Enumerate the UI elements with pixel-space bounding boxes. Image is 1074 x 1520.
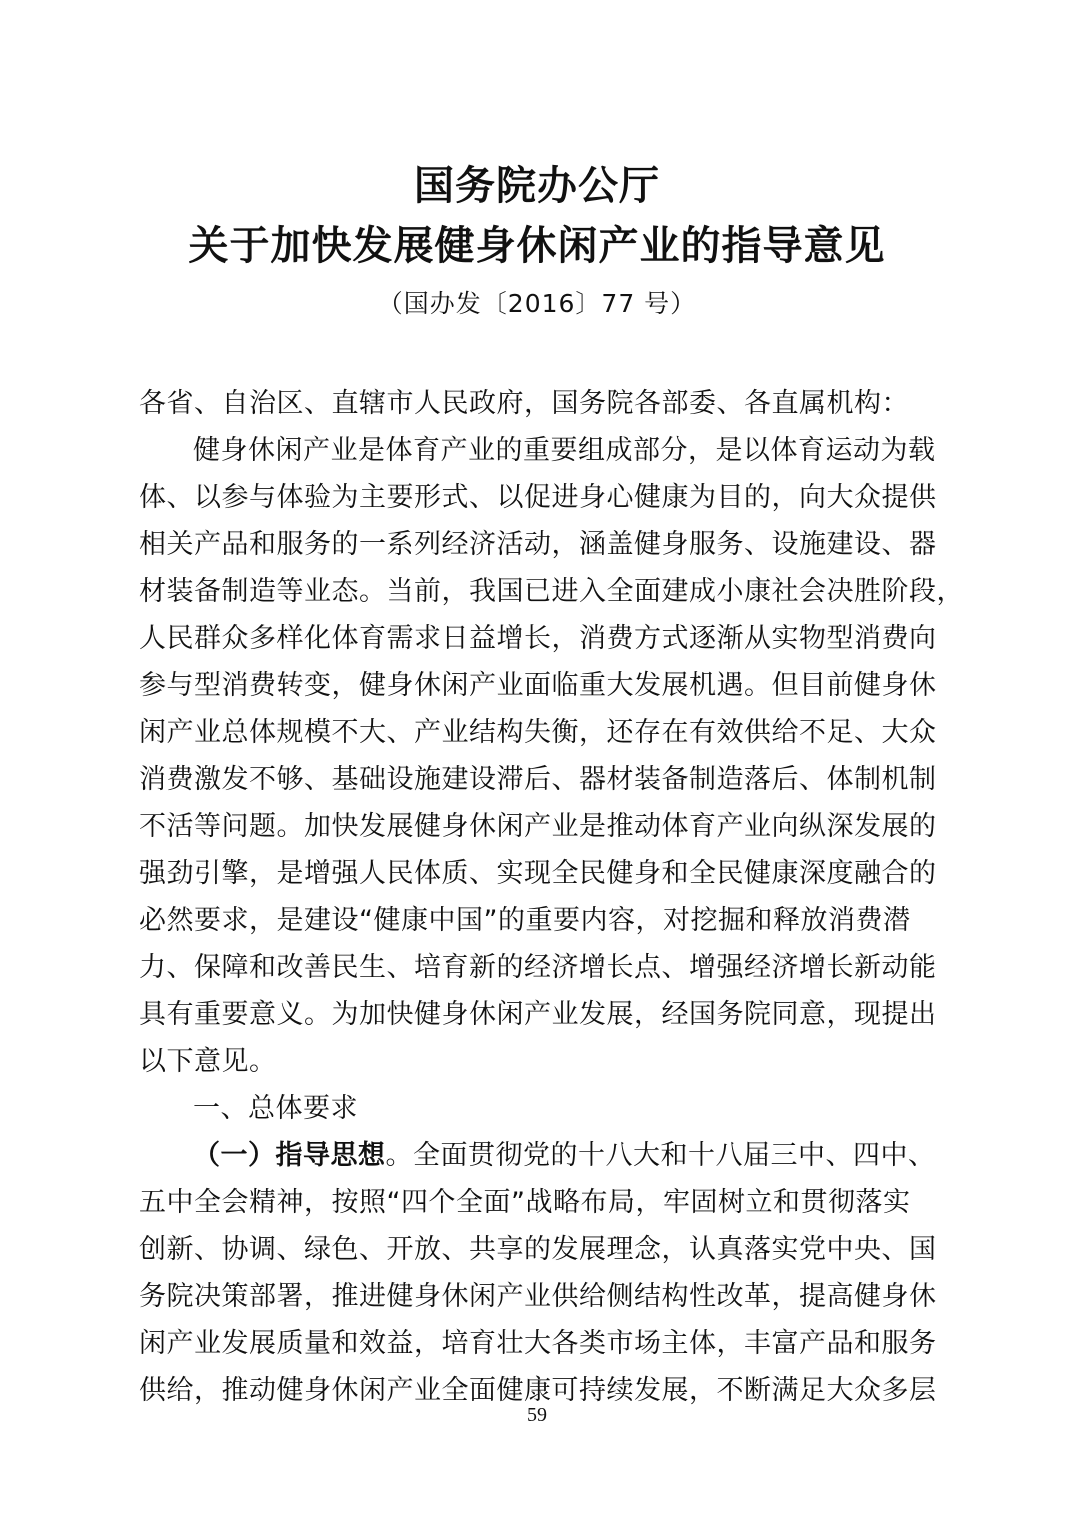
paragraph-line: 以下意见。 — [139, 1046, 277, 1077]
document-title-line1: 国务院办公厅 — [414, 162, 660, 209]
page-number: 59 — [527, 1404, 547, 1426]
paragraph-line: 必然要求，是建设“健康中国”的重要内容，对挖掘和释放消费潜 — [139, 905, 911, 936]
subsection-label: （一）指导思想 — [193, 1140, 386, 1171]
document-title-line2: 关于加快发展健身休闲产业的指导意见 — [188, 222, 886, 269]
paragraph-line: 创新、协调、绿色、开放、共享的发展理念，认真落实党中央、国 — [139, 1234, 937, 1265]
document-body — [139, 380, 964, 1414]
section-heading: 一、总体要求 — [193, 1093, 358, 1124]
paragraph-line: 力、保障和改善民生、培育新的经济增长点、增强经济增长新动能 — [139, 952, 937, 983]
paragraph-line: 相关产品和服务的一系列经济活动，涵盖健身服务、设施建设、器 — [139, 529, 937, 560]
paragraph-line: 健身休闲产业是体育产业的重要组成部分，是以体育运动为载 — [193, 435, 936, 466]
subsection-text: 。全面贯彻党的十八大和十八届三中、四中、 — [385, 1140, 936, 1171]
paragraph-line: 闲产业发展质量和效益，培育壮大各类市场主体，丰富产品和服务 — [139, 1328, 937, 1359]
document-number: （国办发〔2016〕77 号） — [377, 289, 697, 318]
paragraph-line: 人民群众多样化体育需求日益增长，消费方式逐渐从实物型消费向 — [139, 623, 937, 654]
paragraph-line: 闲产业总体规模不大、产业结构失衡，还存在有效供给不足、大众 — [139, 717, 937, 748]
paragraph-line: 务院决策部署，推进健身休闲产业供给侧结构性改革，提高健身休 — [139, 1281, 937, 1312]
paragraph-line: 具有重要意义。为加快健身休闲产业发展，经国务院同意，现提出 — [139, 999, 937, 1030]
paragraph-line: 材装备制造等业态。当前，我国已进入全面建成小康社会决胜阶段， — [139, 576, 964, 607]
paragraph-line: 强劲引擎，是增强人民体质、实现全民健身和全民健康深度融合的 — [139, 858, 937, 889]
paragraph-line: 供给，推动健身休闲产业全面健康可持续发展，不断满足大众多层 — [139, 1375, 937, 1406]
subsection-first-line — [139, 1132, 945, 1179]
paragraph-line: 体、以参与体验为主要形式、以促进身心健康为目的，向大众提供 — [139, 482, 937, 513]
paragraph-line: 参与型消费转变，健身休闲产业面临重大发展机遇。但目前健身休 — [139, 670, 937, 701]
paragraph-line: 消费激发不够、基础设施建设滞后、器材装备制造落后、体制机制 — [139, 764, 937, 795]
paragraph-line: 不活等问题。加快发展健身休闲产业是推动体育产业向纵深发展的 — [139, 811, 937, 842]
paragraph-line: 五中全会精神，按照“四个全面”战略布局，牢固树立和贯彻落实 — [139, 1187, 911, 1218]
salutation: 各省、自治区、直辖市人民政府，国务院各部委、各直属机构： — [139, 388, 909, 419]
